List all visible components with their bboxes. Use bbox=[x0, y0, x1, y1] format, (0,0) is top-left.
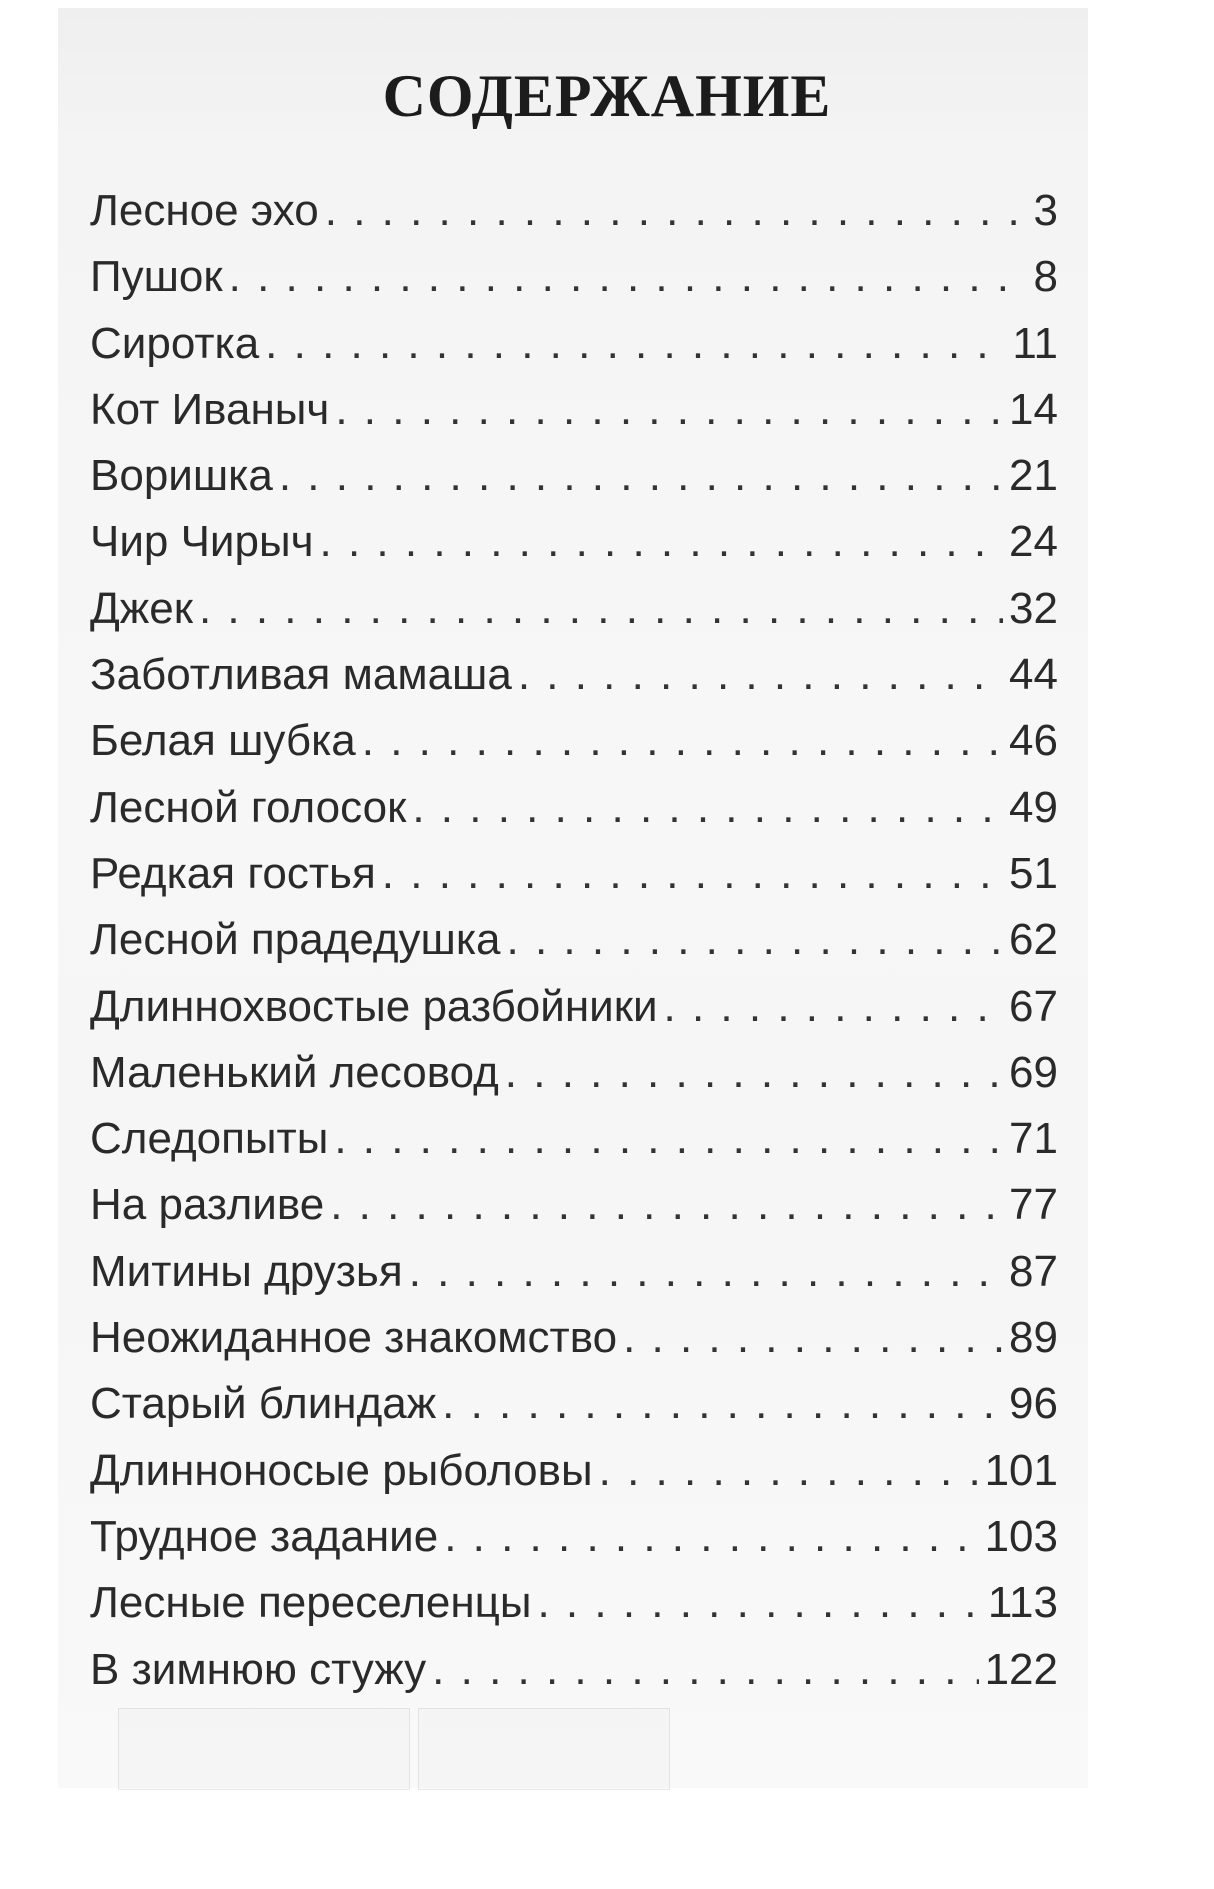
entry-page-number: 77 bbox=[1009, 1180, 1058, 1230]
toc-entry bbox=[90, 974, 1058, 1040]
entry-title: Митины друзья bbox=[90, 1246, 403, 1296]
dot-leader bbox=[623, 1305, 1003, 1371]
dot-leader bbox=[507, 907, 1004, 973]
toc-entry bbox=[90, 708, 1058, 774]
toc-entry bbox=[90, 642, 1058, 708]
entry-title: Лесной голосок bbox=[90, 782, 407, 832]
entry-title: Сиротка bbox=[90, 318, 260, 368]
toc-entry bbox=[90, 1371, 1058, 1437]
dot-leader bbox=[265, 311, 1006, 377]
dot-leader bbox=[199, 576, 1003, 642]
entry-title: Неожиданное знакомство bbox=[90, 1313, 618, 1363]
entry-title: Длиннохвостые разбойники bbox=[90, 981, 658, 1031]
entry-title: Заботливая мамаша bbox=[90, 650, 512, 700]
entry-page-number: 14 bbox=[1009, 384, 1058, 434]
dot-leader bbox=[444, 1504, 978, 1570]
entry-title: Кот Иваныч bbox=[90, 384, 330, 434]
dot-leader bbox=[330, 1172, 1003, 1238]
contents-heading: СОДЕРЖАНИЕ bbox=[382, 63, 832, 129]
toc-entry bbox=[90, 907, 1058, 973]
dot-leader bbox=[279, 443, 1003, 509]
dot-leader bbox=[505, 1040, 1003, 1106]
entry-page-number: 21 bbox=[1009, 451, 1058, 501]
entry-page-number: 44 bbox=[1009, 650, 1058, 700]
entry-title: Маленький лесовод bbox=[90, 1047, 499, 1097]
dot-leader bbox=[599, 1438, 979, 1504]
bleed-through-panel bbox=[118, 1708, 410, 1790]
entry-title: Длинноносые рыболовы bbox=[90, 1445, 593, 1495]
entry-title: Старый блиндаж bbox=[90, 1379, 437, 1429]
entry-title: Следопыты bbox=[90, 1114, 329, 1164]
toc-entry bbox=[90, 1040, 1058, 1106]
entry-page-number: 87 bbox=[1009, 1246, 1058, 1296]
entry-page-number: 8 bbox=[1033, 252, 1058, 302]
entry-page-number: 62 bbox=[1009, 915, 1058, 965]
dot-leader bbox=[229, 244, 1028, 310]
entry-page-number: 49 bbox=[1009, 782, 1058, 832]
entry-title: Чир Чирыч bbox=[90, 517, 314, 567]
entry-page-number: 3 bbox=[1033, 186, 1058, 235]
entry-title: Лесное эхо bbox=[90, 186, 319, 235]
toc-entry bbox=[90, 1172, 1058, 1238]
dot-leader bbox=[432, 1637, 978, 1703]
toc-entry bbox=[90, 1239, 1058, 1305]
table-of-contents bbox=[90, 178, 1058, 1703]
entry-title: Лесные переселенцы bbox=[90, 1578, 532, 1628]
entry-page-number: 46 bbox=[1009, 716, 1058, 766]
entry-title: На разливе bbox=[90, 1180, 325, 1230]
toc-entry bbox=[90, 841, 1058, 907]
entry-page-number: 71 bbox=[1009, 1114, 1058, 1164]
dot-leader bbox=[382, 841, 1003, 907]
entry-page-number: 101 bbox=[984, 1445, 1058, 1495]
dot-leader bbox=[518, 642, 1003, 708]
dot-leader bbox=[409, 1239, 1003, 1305]
toc-entry bbox=[90, 509, 1058, 575]
toc-entry bbox=[90, 576, 1058, 642]
entry-title: Воришка bbox=[90, 451, 273, 501]
entry-page-number: 103 bbox=[984, 1511, 1058, 1561]
toc-entry bbox=[90, 244, 1058, 310]
entry-page-number: 32 bbox=[1009, 583, 1058, 633]
entry-title: Пушок bbox=[90, 252, 223, 302]
entry-title: Лесной прадедушка bbox=[90, 915, 501, 965]
bleed-through-panel bbox=[418, 1708, 670, 1790]
dot-leader bbox=[334, 1106, 1003, 1172]
toc-entry bbox=[90, 1504, 1058, 1570]
entry-page-number: 122 bbox=[984, 1644, 1058, 1694]
entry-page-number: 51 bbox=[1009, 848, 1058, 898]
entry-page-number: 89 bbox=[1009, 1313, 1058, 1363]
entry-page-number: 113 bbox=[987, 1578, 1058, 1628]
entry-title: Редкая гостья bbox=[90, 848, 376, 898]
entry-page-number: 11 bbox=[1012, 318, 1058, 368]
entry-page-number: 96 bbox=[1009, 1379, 1058, 1429]
toc-entry bbox=[90, 377, 1058, 443]
toc-entry bbox=[90, 1438, 1058, 1504]
dot-leader bbox=[335, 377, 1003, 443]
entry-page-number: 69 bbox=[1009, 1047, 1058, 1097]
entry-page-number: 67 bbox=[1009, 981, 1058, 1031]
entry-title: В зимнюю стужу bbox=[90, 1644, 427, 1694]
dot-leader bbox=[664, 974, 1004, 1040]
toc-entry bbox=[90, 1305, 1058, 1371]
entry-title: Джек bbox=[90, 583, 193, 633]
toc-entry bbox=[90, 1637, 1058, 1703]
toc-entry bbox=[90, 1106, 1058, 1172]
toc-entry bbox=[90, 311, 1058, 377]
toc-entry bbox=[90, 775, 1058, 841]
dot-leader bbox=[320, 509, 1004, 575]
dot-leader bbox=[362, 708, 1003, 774]
entry-title: Белая шубка bbox=[90, 716, 356, 766]
toc-entry bbox=[90, 443, 1058, 509]
dot-leader bbox=[537, 1570, 981, 1636]
toc-entry bbox=[90, 1570, 1058, 1636]
dot-leader bbox=[412, 775, 1003, 841]
entry-page-number: 24 bbox=[1009, 517, 1058, 567]
dot-leader bbox=[325, 178, 1028, 244]
toc-entry bbox=[90, 178, 1058, 244]
dot-leader bbox=[442, 1371, 1003, 1437]
entry-title: Трудное задание bbox=[90, 1511, 439, 1561]
